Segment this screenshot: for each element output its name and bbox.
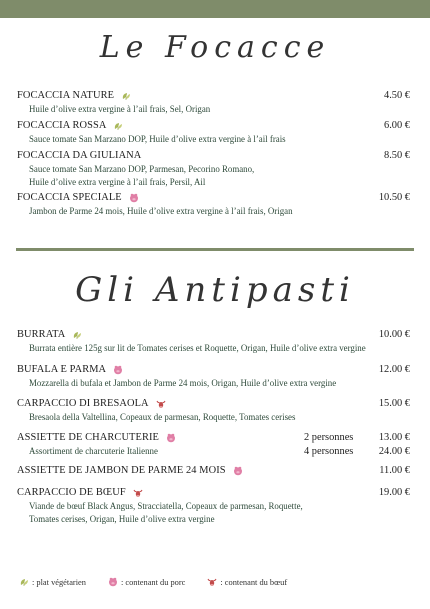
pig-icon [166, 433, 176, 443]
leaf-icon [72, 330, 82, 340]
item-name: ASSIETTE DE CHARCUTERIE [17, 432, 159, 443]
item-description: Assortiment de charcuterie Italienne [29, 446, 158, 456]
item-name: FOCACCIA DA GIULIANA [17, 150, 142, 161]
menu-item [17, 485, 413, 526]
menu-item [17, 190, 413, 218]
item-price: 10.50 € [378, 192, 410, 203]
item-price: 4.50 € [384, 90, 410, 101]
item-description: Burrata entière 125g sur lit de Tomates cerises et Roquette, Origan, Huile d’olive extra vergine [29, 343, 366, 353]
menu-item [17, 396, 413, 424]
section-title-focacce: Le Focacce [99, 30, 331, 65]
menu-item [17, 88, 413, 116]
legend-pork: : contenant du porc [120, 577, 186, 587]
pig-icon [108, 577, 118, 587]
item-name: CARPACCIO DE BŒUF [17, 487, 126, 498]
leaf-icon [121, 91, 131, 101]
section-title-antipasti: Gli Antipasti [75, 270, 355, 310]
item-name: BUFALA E PARMA [17, 364, 107, 375]
menu-item [17, 463, 413, 478]
pig-icon [113, 365, 123, 375]
menu-item [17, 430, 413, 458]
item-description: Huile d’olive extra vergine à l’ail frais, Sel, Origan [29, 104, 211, 114]
legend-veg: : plat végétarien [32, 577, 86, 587]
item-price: 10.00 € [378, 329, 410, 340]
legend-beef: : contenant du bœuf [220, 577, 288, 587]
leaf-icon [113, 121, 123, 131]
item-description: Viande de bœuf Black Angus, Stracciatella, Copeaux de parmesan, Roquette, [29, 501, 303, 511]
cow-icon [133, 488, 143, 498]
top-bar [0, 0, 430, 18]
item-description: Bresaola della Valtellina, Copeaux de parmesan, Roquette, Tomates cerises [29, 412, 296, 422]
item-description: Tomates cerises, Origan, Huile d’olive extra vergine [29, 514, 215, 524]
item-price: 12.00 € [378, 364, 410, 375]
leaf-icon [19, 577, 29, 587]
item-name: FOCACCIA SPECIALE [17, 192, 122, 203]
cow-icon [156, 399, 166, 409]
pig-icon [233, 466, 243, 476]
item-description: Sauce tomate San Marzano DOP, Huile d’olive extra vergine à l’ail frais [29, 134, 286, 144]
item-description: Huile d’olive extra vergine à l’ail frais, Persil, Ail [29, 177, 206, 187]
legend [19, 577, 309, 587]
item-price: 6.00 € [384, 120, 410, 131]
item-price: 11.00 € [379, 465, 410, 476]
menu-item [17, 118, 413, 146]
item-price: 15.00 € [378, 398, 410, 409]
section-divider [16, 248, 414, 251]
item-name: FOCACCIA ROSSA [17, 120, 107, 131]
item-description: Mozzarella di bufala et Jambon de Parme 24 mois, Origan, Huile d’olive extra vergine [29, 378, 337, 388]
item-name: CARPACCIO DI BRESAOLA [17, 398, 149, 409]
menu-item [17, 327, 413, 355]
portion-option-label: 4 personnes [304, 446, 354, 457]
item-price: 8.50 € [384, 150, 410, 161]
pig-icon [129, 193, 139, 203]
item-name: ASSIETTE DE JAMBON DE PARME 24 MOIS [17, 465, 226, 476]
item-name: FOCACCIA NATURE [17, 90, 115, 101]
item-name: BURRATA [17, 329, 66, 340]
item-description: Jambon de Parme 24 mois, Huile d’olive extra vergine à l’ail frais, Origan [29, 206, 293, 216]
menu-item [17, 362, 413, 390]
portion-option-price: 24.00 € [378, 446, 410, 457]
item-description: Sauce tomate San Marzano DOP, Parmesan, Pecorino Romano, [29, 164, 255, 174]
menu-item [17, 148, 413, 189]
item-price: 19.00 € [378, 487, 410, 498]
portion-option-label: 2 personnes [304, 432, 354, 443]
portion-option-price: 13.00 € [378, 432, 410, 443]
cow-icon [207, 577, 217, 587]
